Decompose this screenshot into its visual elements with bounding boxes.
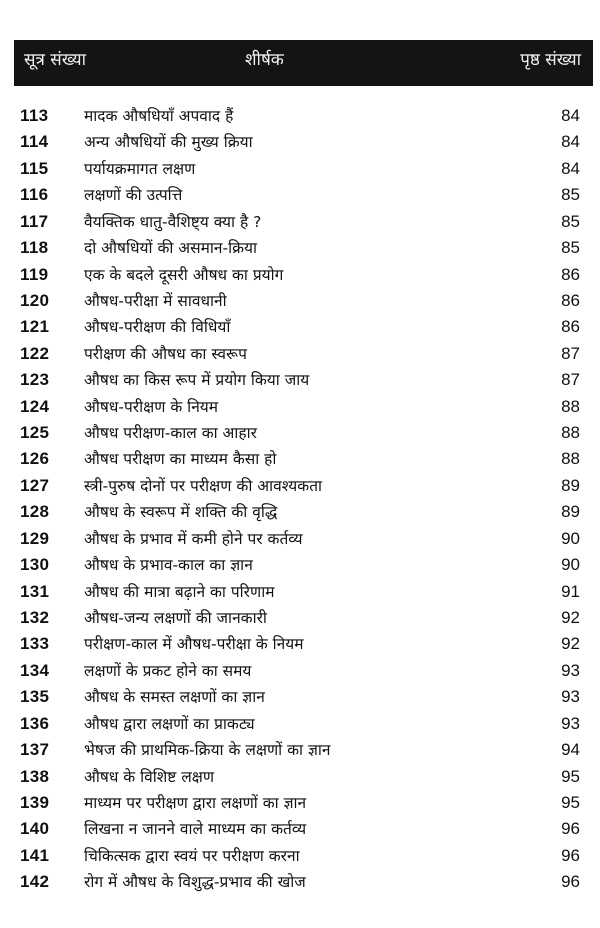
entry-number: 136 (20, 713, 50, 733)
entry-number: 125 (20, 423, 50, 443)
table-row (0, 738, 600, 764)
entry-title: अन्य औषधियों की मुख्य क्रिया (84, 133, 253, 152)
column-header-page: पृष्ठ संख्या (520, 50, 581, 70)
entry-page: 85 (561, 211, 580, 231)
table-row (0, 580, 600, 606)
table-row (0, 130, 600, 156)
entry-number: 127 (20, 475, 50, 495)
entry-page: 93 (561, 660, 580, 680)
table-row (0, 474, 600, 500)
contents-list (0, 104, 600, 897)
entry-page: 88 (561, 423, 580, 443)
entry-title: औषध के स्वरूप में शक्ति की वृद्धि (84, 503, 278, 522)
entry-page: 96 (561, 845, 580, 865)
entry-title: लक्षणों की उत्पत्ति (84, 186, 183, 205)
table-row (0, 315, 600, 341)
entry-number: 117 (20, 211, 49, 231)
entry-number: 114 (20, 132, 49, 152)
entry-page: 93 (561, 687, 580, 707)
entry-title: औषध के प्रभाव-काल का ज्ञान (84, 556, 253, 575)
entry-title: दो औषधियों की असमान-क्रिया (84, 239, 258, 258)
table-row (0, 157, 600, 183)
table-row (0, 791, 600, 817)
entry-title: औषध-जन्य लक्षणों की जानकारी (84, 609, 267, 628)
entry-number: 116 (20, 185, 49, 205)
entry-title: पर्यायक्रमागत लक्षण (84, 159, 196, 178)
entry-title: एक के बदले दूसरी औषध का प्रयोग (84, 265, 284, 284)
table-row (0, 553, 600, 579)
entry-title: औषध द्वारा लक्षणों का प्राकट्य (84, 714, 255, 733)
entry-page: 84 (561, 158, 580, 178)
entry-title: स्त्री-पुरुष दोनों पर परीक्षण की आवश्यकता (84, 476, 323, 495)
column-header-title: शीर्षक (245, 50, 284, 70)
entry-number: 131 (20, 581, 50, 601)
table-row (0, 606, 600, 632)
entry-number: 123 (20, 370, 50, 390)
column-header-number: सूत्र संख्या (24, 50, 86, 70)
table-header (14, 40, 593, 86)
entry-title: चिकित्सक द्वारा स्वयं पर परीक्षण करना (84, 846, 300, 865)
entry-title: लक्षणों के प्रकट होने का समय (84, 661, 252, 680)
entry-number: 113 (20, 106, 49, 125)
entry-page: 84 (561, 106, 580, 125)
table-row (0, 421, 600, 447)
entry-page: 90 (561, 555, 580, 575)
entry-title: औषध का किस रूप में प्रयोग किया जाय (84, 371, 310, 390)
entry-number: 119 (20, 264, 49, 284)
table-row (0, 236, 600, 262)
entry-page: 92 (561, 608, 580, 628)
entry-number: 122 (20, 343, 50, 363)
table-row (0, 263, 600, 289)
entry-page: 85 (561, 185, 580, 205)
entry-page: 96 (561, 872, 580, 892)
entry-page: 87 (561, 343, 580, 363)
entry-number: 120 (20, 290, 50, 310)
entry-number: 115 (20, 158, 49, 178)
entry-page: 89 (561, 502, 580, 522)
table-row (0, 659, 600, 685)
entry-page: 88 (561, 396, 580, 416)
entry-page: 93 (561, 713, 580, 733)
entry-title: औषध-परीक्षण की विधियाँ (84, 318, 231, 337)
table-row (0, 844, 600, 870)
entry-number: 137 (20, 740, 50, 760)
table-row (0, 500, 600, 526)
table-row (0, 289, 600, 315)
table-row (0, 712, 600, 738)
entry-title: औषध के विशिष्ट लक्षण (84, 767, 215, 786)
table-row (0, 685, 600, 711)
entry-number: 134 (20, 660, 50, 680)
entry-number: 128 (20, 502, 50, 522)
entry-title: भेषज की प्राथमिक-क्रिया के लक्षणों का ज्ञान (84, 741, 331, 760)
table-row (0, 447, 600, 473)
entry-number: 121 (20, 317, 50, 337)
entry-page: 86 (561, 264, 580, 284)
entry-number: 132 (20, 608, 50, 628)
entry-number: 140 (20, 819, 50, 839)
entry-number: 118 (20, 238, 49, 258)
entry-title: औषध के समस्त लक्षणों का ज्ञान (84, 688, 265, 707)
table-row (0, 870, 600, 896)
entry-page: 91 (561, 581, 580, 601)
table-row (0, 632, 600, 658)
entry-number: 129 (20, 528, 50, 548)
entry-page: 90 (561, 528, 580, 548)
entry-page: 85 (561, 238, 580, 258)
entry-title: परीक्षण-काल में औषध-परीक्षा के नियम (84, 635, 304, 654)
entry-page: 96 (561, 819, 580, 839)
entry-page: 87 (561, 370, 580, 390)
entry-title: मादक औषधियाँ अपवाद हैं (84, 107, 234, 125)
entry-title: औषध के प्रभाव में कमी होने पर कर्तव्य (84, 529, 303, 548)
entry-title: वैयक्तिक धातु-वैशिष्ट्य क्या है ? (84, 212, 262, 231)
entry-number: 130 (20, 555, 50, 575)
entry-page: 95 (561, 766, 580, 786)
entry-title: औषध-परीक्षण के नियम (84, 397, 219, 416)
entry-title: औषध की मात्रा बढ़ाने का परिणाम (84, 582, 275, 601)
entry-number: 126 (20, 449, 50, 469)
entry-title: रोग में औषध के विशुद्ध-प्रभाव की खोज (84, 873, 306, 892)
entry-page: 94 (561, 740, 580, 760)
table-row (0, 104, 600, 130)
entry-page: 84 (561, 132, 580, 152)
table-row (0, 368, 600, 394)
entry-page: 92 (561, 634, 580, 654)
entry-number: 124 (20, 396, 50, 416)
entry-page: 88 (561, 449, 580, 469)
entry-page: 89 (561, 475, 580, 495)
entry-title: औषध परीक्षण का माध्यम कैसा हो (84, 450, 277, 469)
entry-number: 142 (20, 872, 50, 892)
entry-number: 133 (20, 634, 50, 654)
entry-number: 135 (20, 687, 50, 707)
entry-number: 141 (20, 845, 50, 865)
entry-number: 139 (20, 792, 50, 812)
table-row (0, 342, 600, 368)
table-row (0, 527, 600, 553)
entry-title: लिखना न जानने वाले माध्यम का कर्तव्य (84, 820, 307, 839)
entry-page: 86 (561, 290, 580, 310)
table-row (0, 183, 600, 209)
entry-page: 95 (561, 792, 580, 812)
entry-title: औषध-परीक्षा में सावधानी (84, 291, 227, 310)
table-row (0, 817, 600, 843)
entry-number: 138 (20, 766, 50, 786)
entry-title: माध्यम पर परीक्षण द्वारा लक्षणों का ज्ञान (84, 793, 307, 812)
table-row (0, 395, 600, 421)
table-row (0, 765, 600, 791)
entry-title: औषध परीक्षण-काल का आहार (84, 424, 257, 443)
entry-page: 86 (561, 317, 580, 337)
table-row (0, 210, 600, 236)
entry-title: परीक्षण की औषध का स्वरूप (84, 344, 247, 363)
